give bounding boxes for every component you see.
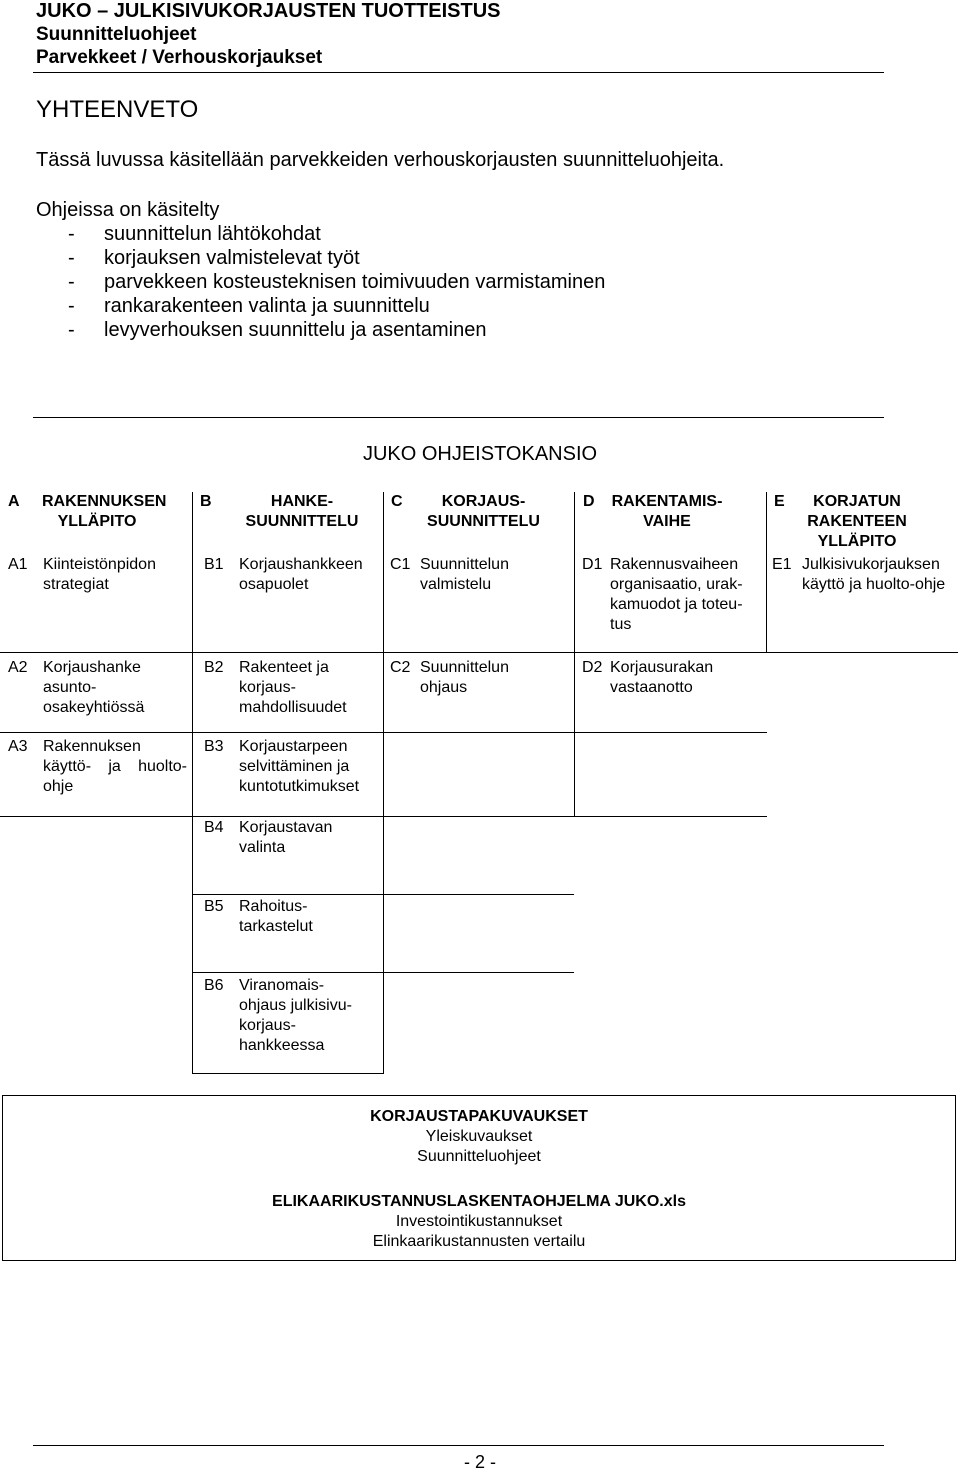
list-item bbox=[36, 222, 605, 246]
document-subtitle: Suunnitteluohjeet bbox=[36, 24, 197, 45]
column-code: A bbox=[8, 493, 20, 510]
row-divider bbox=[192, 972, 574, 973]
summary-topic-list bbox=[36, 222, 605, 342]
column-code: C bbox=[391, 493, 403, 510]
item-code: C2 bbox=[390, 659, 411, 676]
item-text: Korjaustarpeen selvittäminen ja kuntotutkimukset bbox=[239, 738, 360, 795]
column-divider bbox=[383, 492, 384, 1073]
box-line: Yleiskuvaukset bbox=[425, 1128, 533, 1145]
topic-text: rankarakenteen valinta ja suunnittelu bbox=[104, 295, 430, 317]
item-text: Korjausurakan vastaanotto bbox=[610, 659, 714, 696]
column-divider bbox=[766, 492, 767, 652]
dash-bullet: - bbox=[68, 247, 75, 269]
column-header-c bbox=[391, 492, 567, 534]
item-text: Korjaushankkeen osapuolet bbox=[239, 556, 363, 593]
item-text: Rakennuksen käyttö- ja huolto-ohje bbox=[43, 738, 187, 795]
item-code: C1 bbox=[390, 556, 411, 573]
item-code: D2 bbox=[582, 659, 603, 676]
item-text: Korjaushanke asunto-osakeyhtiössä bbox=[43, 659, 145, 716]
topic-text: korjauksen valmistelevat työt bbox=[104, 247, 360, 269]
row-divider bbox=[0, 652, 958, 653]
column-code: D bbox=[583, 493, 595, 510]
list-item bbox=[36, 294, 605, 318]
column-title: KORJAUS-SUUNNITTELU bbox=[427, 493, 540, 530]
summary-intro: Tässä luvussa käsitellään parvekkeiden verhouskorjausten suunnitteluohjeita. bbox=[36, 149, 725, 171]
item-text: Kiinteistönpidon strategiat bbox=[43, 556, 156, 593]
footer-divider bbox=[33, 1445, 884, 1446]
dash-bullet: - bbox=[68, 271, 75, 293]
item-text: Rahoitus-tarkastelut bbox=[239, 898, 313, 935]
section-divider bbox=[33, 417, 884, 418]
dash-bullet: - bbox=[68, 319, 75, 341]
page-header bbox=[36, 0, 884, 69]
column-header-a bbox=[8, 492, 184, 534]
dash-bullet: - bbox=[68, 295, 75, 317]
dash-bullet: - bbox=[68, 223, 75, 245]
box-heading: ELIKAARIKUSTANNUSLASKENTAOHJELMA JUKO.xls bbox=[272, 1193, 686, 1210]
column-divider bbox=[574, 492, 575, 816]
list-item bbox=[36, 318, 605, 342]
header-divider bbox=[33, 72, 884, 73]
row-divider bbox=[192, 1073, 384, 1074]
column-header-e bbox=[774, 492, 956, 554]
item-text: Rakenteet ja korjaus-mahdollisuudet bbox=[239, 659, 347, 716]
resource-box bbox=[2, 1095, 956, 1261]
kansio-title: JUKO OHJEISTOKANSIO bbox=[362, 443, 598, 465]
item-text: Korjaustavan valinta bbox=[239, 819, 333, 856]
topic-text: suunnittelun lähtökohdat bbox=[104, 223, 321, 245]
item-code: E1 bbox=[772, 556, 792, 573]
column-divider bbox=[192, 492, 193, 1073]
item-code: B4 bbox=[204, 819, 224, 836]
column-header-b bbox=[200, 492, 376, 534]
topic-text: parvekkeen kosteusteknisen toimivuuden varmistaminen bbox=[104, 271, 606, 293]
item-text: Suunnittelun valmistelu bbox=[420, 556, 509, 593]
document-section: Parvekkeet / Verhouskorjaukset bbox=[36, 47, 323, 68]
item-text: Rakennusvaiheen organisaatio, urak-kamuodot ja toteu-tus bbox=[610, 556, 743, 633]
box-line: Suunnitteluohjeet bbox=[417, 1148, 541, 1165]
item-code: B5 bbox=[204, 898, 224, 915]
column-title: HANKE-SUUNNITTELU bbox=[245, 493, 359, 530]
item-code: A1 bbox=[8, 556, 28, 573]
column-title: RAKENNUKSEN YLLÄPITO bbox=[42, 493, 167, 530]
list-item bbox=[36, 246, 605, 270]
row-divider bbox=[0, 816, 767, 817]
item-code: B6 bbox=[204, 977, 224, 994]
page-number: - 2 - bbox=[463, 1452, 496, 1472]
row-divider bbox=[192, 894, 574, 895]
row-divider bbox=[0, 732, 767, 733]
column-header-d bbox=[583, 492, 759, 534]
box-line: Elinkaarikustannusten vertailu bbox=[372, 1233, 586, 1250]
item-text: Suunnittelun ohjaus bbox=[420, 659, 509, 696]
box-heading: KORJAUSTAPAKUVAUKSET bbox=[370, 1108, 588, 1125]
list-item bbox=[36, 270, 605, 294]
item-code: A3 bbox=[8, 738, 28, 755]
column-title: KORJATUN RAKENTEEN YLLÄPITO bbox=[807, 493, 907, 550]
item-code: B1 bbox=[204, 556, 224, 573]
summary-heading: YHTEENVETO bbox=[36, 96, 199, 123]
item-text: Julkisivukorjauksen käyttö ja huolto-ohje bbox=[802, 556, 946, 593]
column-title: RAKENTAMIS-VAIHE bbox=[611, 493, 723, 530]
box-line: Investointikustannukset bbox=[395, 1213, 563, 1230]
item-code: D1 bbox=[582, 556, 603, 573]
summary-lead: Ohjeissa on käsitelty bbox=[36, 199, 220, 221]
topic-text: levyverhouksen suunnittelu ja asentaminen bbox=[104, 319, 487, 341]
item-code: B2 bbox=[204, 659, 224, 676]
item-code: B3 bbox=[204, 738, 224, 755]
item-text: Viranomais-ohjaus julkisivu-korjaus-hankkeessa bbox=[239, 977, 352, 1054]
column-code: E bbox=[774, 493, 785, 510]
column-code: B bbox=[200, 493, 212, 510]
document-title: JUKO – JULKISIVUKORJAUSTEN TUOTTEISTUS bbox=[36, 0, 501, 22]
item-code: A2 bbox=[8, 659, 28, 676]
